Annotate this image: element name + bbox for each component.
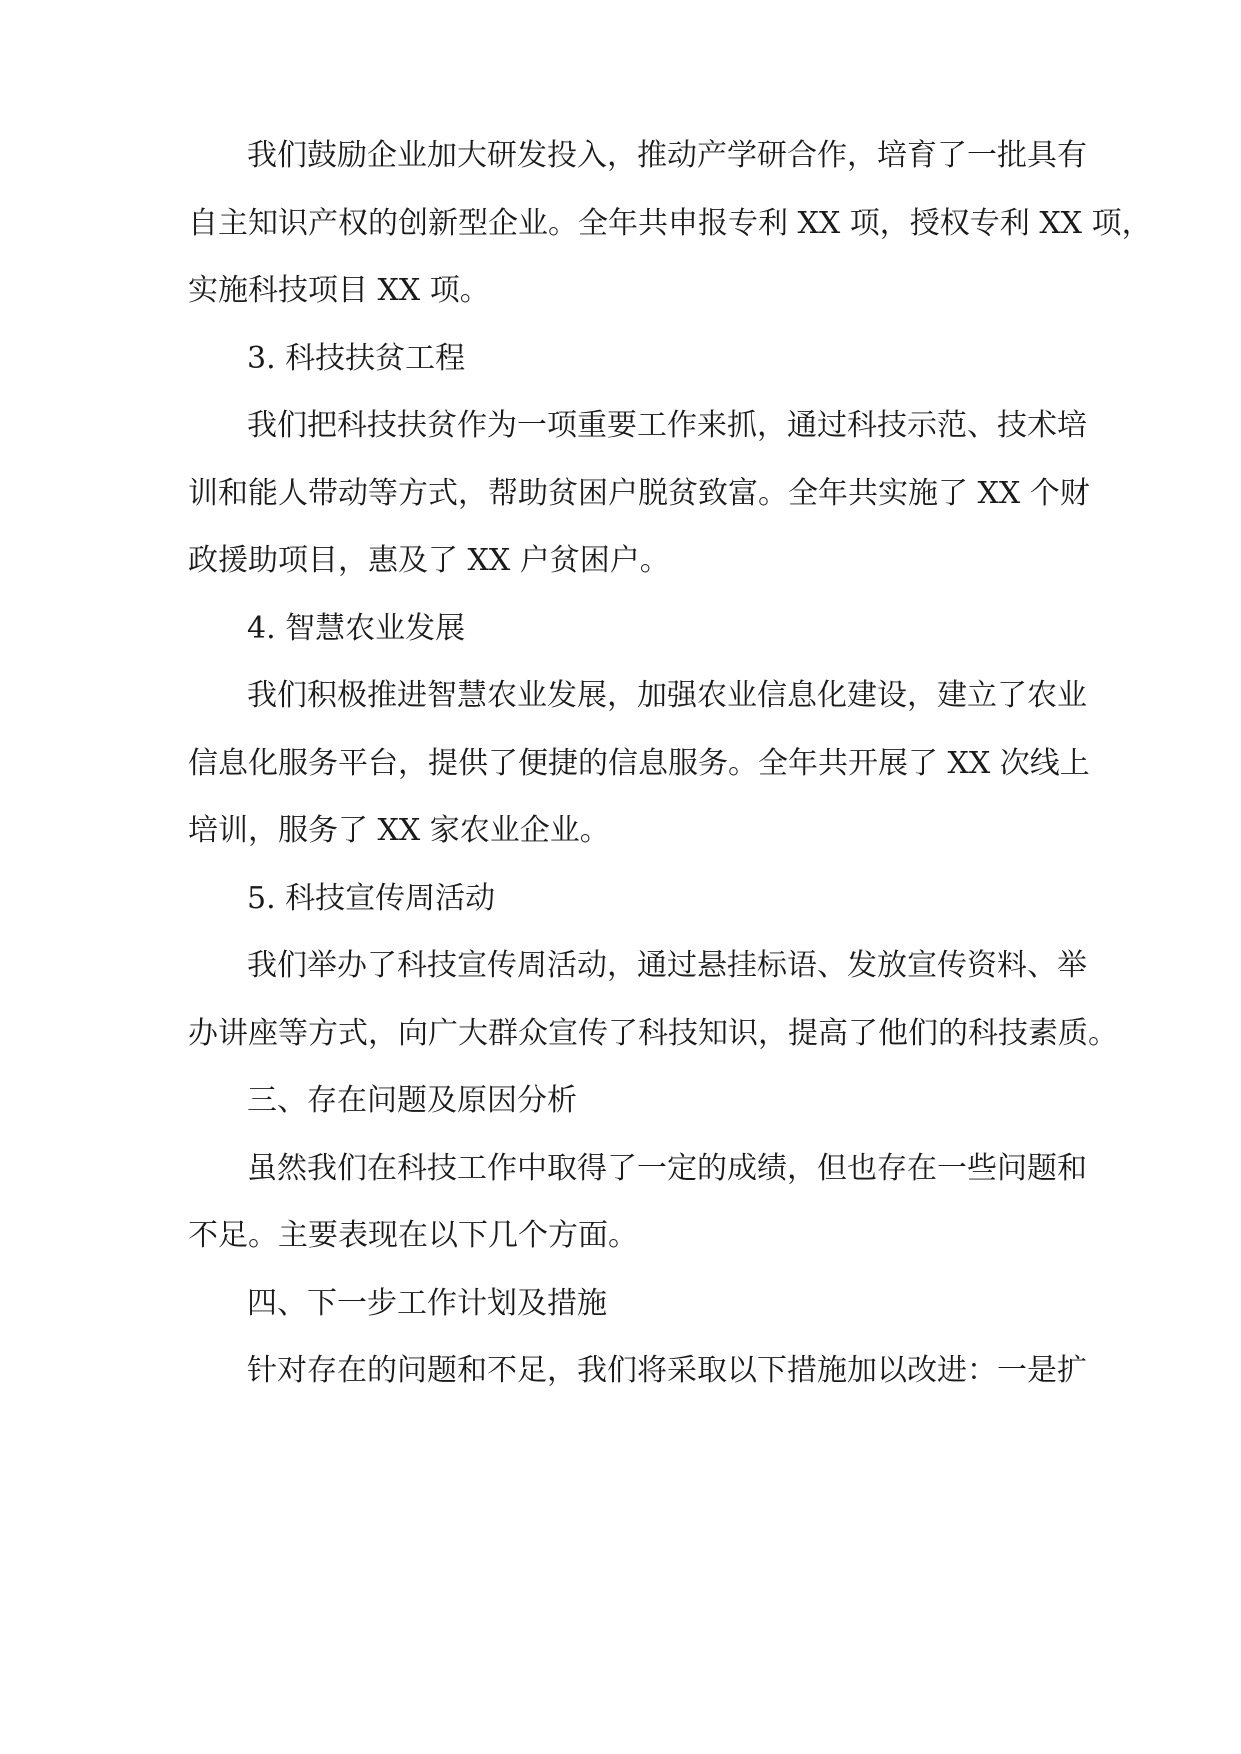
paragraph-line: 虽然我们在科技工作中取得了一定的成绩，但也存在一些问题和 <box>247 1151 1087 1186</box>
paragraph-line: 培训，服务了 XX 家农业企业。 <box>188 813 610 848</box>
section-heading: 5. 科技宣传周活动 <box>247 881 496 916</box>
paragraph-line: 信息化服务平台，提供了便捷的信息服务。全年共开展了 XX 次线上 <box>188 746 1090 781</box>
section-heading: 三、存在问题及原因分析 <box>247 1083 577 1118</box>
section-heading: 3. 科技扶贫工程 <box>247 341 466 376</box>
paragraph-line: 我们积极推进智慧农业发展，加强农业信息化建设，建立了农业 <box>247 678 1087 713</box>
paragraph-line: 针对存在的问题和不足，我们将采取以下措施加以改进：一是扩 <box>247 1353 1087 1388</box>
paragraph-line: 训和能人带动等方式，帮助贫困户脱贫致富。全年共实施了 XX 个财 <box>188 476 1090 511</box>
paragraph-line: 办讲座等方式，向广大群众宣传了科技知识，提高了他们的科技素质。 <box>188 1016 1118 1051</box>
paragraph-line: 自主知识产权的创新型企业。全年共申报专利 XX 项，授权专利 XX 项， <box>188 206 1152 241</box>
paragraph-line: 不足。主要表现在以下几个方面。 <box>188 1218 638 1253</box>
section-heading: 四、下一步工作计划及措施 <box>247 1286 607 1321</box>
paragraph-line: 我们把科技扶贫作为一项重要工作来抓，通过科技示范、技术培 <box>247 408 1087 443</box>
section-heading: 4. 智慧农业发展 <box>247 611 466 646</box>
paragraph-line: 实施科技项目 XX 项。 <box>188 273 490 308</box>
paragraph-line: 我们举办了科技宣传周活动，通过悬挂标语、发放宣传资料、举 <box>247 948 1087 983</box>
paragraph-line: 政援助项目，惠及了 XX 户贫困户。 <box>188 543 670 578</box>
paragraph-line: 我们鼓励企业加大研发投入，推动产学研合作，培育了一批具有 <box>247 138 1087 173</box>
